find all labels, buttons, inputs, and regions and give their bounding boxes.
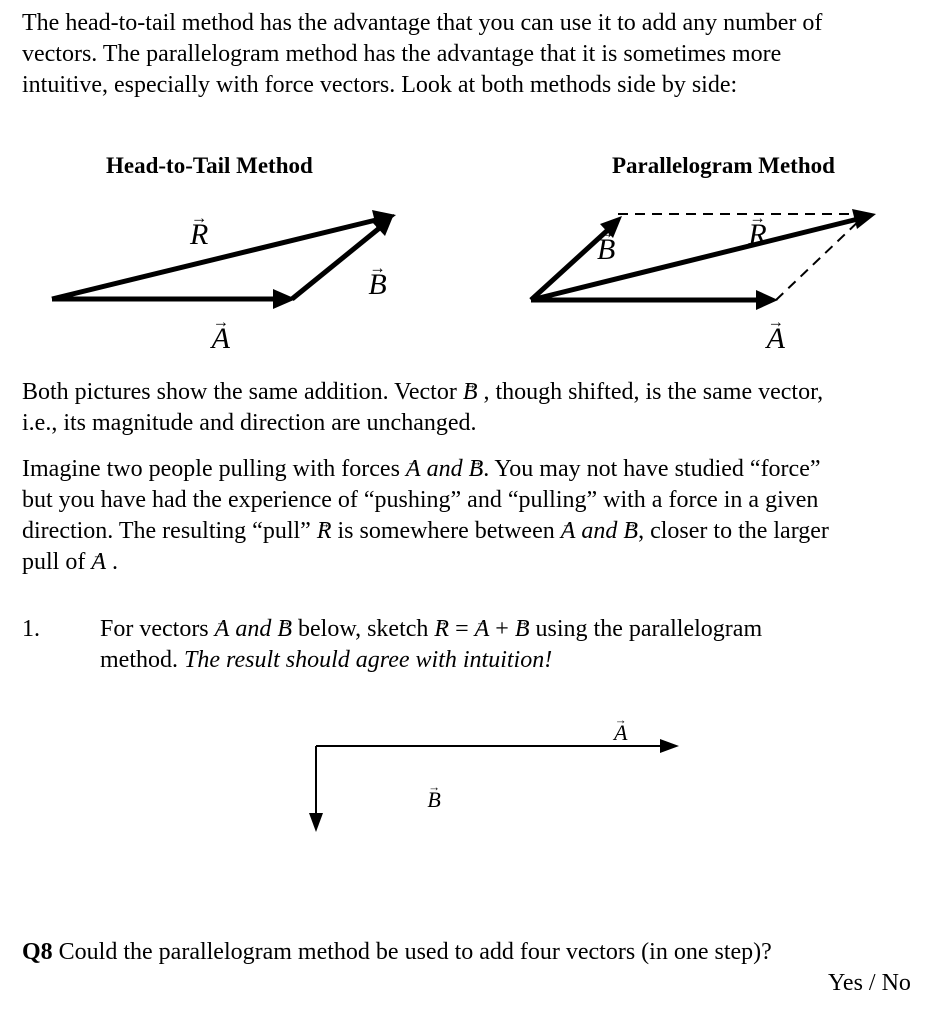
vector-symbol: → B <box>515 614 530 645</box>
text: but you have had the experience of “pushing” and “pulling” with a force in a given <box>22 487 819 513</box>
text: direction. The resulting “pull” <box>22 518 317 544</box>
text: = <box>449 616 475 642</box>
vector-r-arrow <box>52 220 376 299</box>
text: using the parallelogram <box>529 616 763 642</box>
vector-symbol: → A <box>91 547 106 578</box>
text: method. <box>100 647 184 673</box>
question-1 <box>100 614 762 676</box>
text: , though shifted, is the same vector, <box>477 379 824 405</box>
label-b: → B <box>427 787 440 813</box>
parallelogram-diagram <box>531 209 876 310</box>
head-to-tail-diagram <box>52 210 396 309</box>
text: below, sketch <box>292 616 435 642</box>
intro-line: The head-to-tail method has the advantage that you can use it to add any number of <box>22 10 823 36</box>
yes-no-answer[interactable]: Yes / No <box>828 970 911 996</box>
text: i.e., its magnitude and direction are unchanged. <box>22 410 477 436</box>
paragraph-forces <box>22 454 829 578</box>
vector-r-arrowhead <box>852 209 876 229</box>
text: . <box>106 549 118 575</box>
q8-label: Q8 <box>22 939 53 965</box>
q8-text: Could the parallelogram method be used to add four vectors (in one step)? <box>52 939 772 965</box>
text: Both pictures show the same addition. Vector <box>22 379 463 405</box>
vector-symbol: → A <box>561 516 576 547</box>
label-r: → R <box>748 218 766 252</box>
head-to-tail-title: Head-to-Tail Method <box>106 153 313 178</box>
label-a: → A <box>767 322 785 356</box>
vector-symbol: → B <box>463 377 478 408</box>
text: is somewhere between <box>331 518 561 544</box>
text: and <box>575 518 624 544</box>
vector-symbol: → A <box>475 614 490 645</box>
intro-line: vectors. The parallelogram method has the advantage that it is sometimes more <box>22 41 782 67</box>
label-r: → R <box>190 218 208 252</box>
label-b: → B <box>597 233 615 267</box>
text: , closer to the larger <box>638 518 829 544</box>
text: + <box>489 616 515 642</box>
parallelogram-title: Parallelogram Method <box>612 153 835 178</box>
text: Imagine two people pulling with forces <box>22 456 406 482</box>
label-a: → A <box>212 322 230 356</box>
vector-symbol: → B <box>623 516 638 547</box>
text: and <box>229 616 278 642</box>
vector-r-arrow <box>531 219 858 300</box>
text: pull of <box>22 549 92 575</box>
question-figure <box>309 739 679 832</box>
text: and <box>420 456 469 482</box>
text: For vectors <box>100 616 215 642</box>
vector-symbol: → A <box>215 614 230 645</box>
vector-b-arrowhead <box>309 813 323 832</box>
vector-symbol: → B <box>469 454 484 485</box>
label-b: → B <box>368 268 386 302</box>
text: . You may not have studied “force” <box>483 456 821 482</box>
question-q8 <box>22 937 772 968</box>
text: The result should agree with intuition! <box>184 647 553 673</box>
label-a: → A <box>614 720 627 746</box>
question-number: 1. <box>22 616 40 642</box>
vector-a-arrowhead <box>756 290 778 310</box>
vector-symbol: → A <box>406 454 421 485</box>
vector-symbol: → B <box>277 614 292 645</box>
vector-a-arrowhead <box>660 739 679 753</box>
intro-line: intuitive, especially with force vectors. Look at both methods side by side: <box>22 72 738 98</box>
vector-symbol: → R <box>317 516 332 547</box>
paragraph-same-addition <box>22 377 823 439</box>
vector-symbol: → R <box>434 614 449 645</box>
